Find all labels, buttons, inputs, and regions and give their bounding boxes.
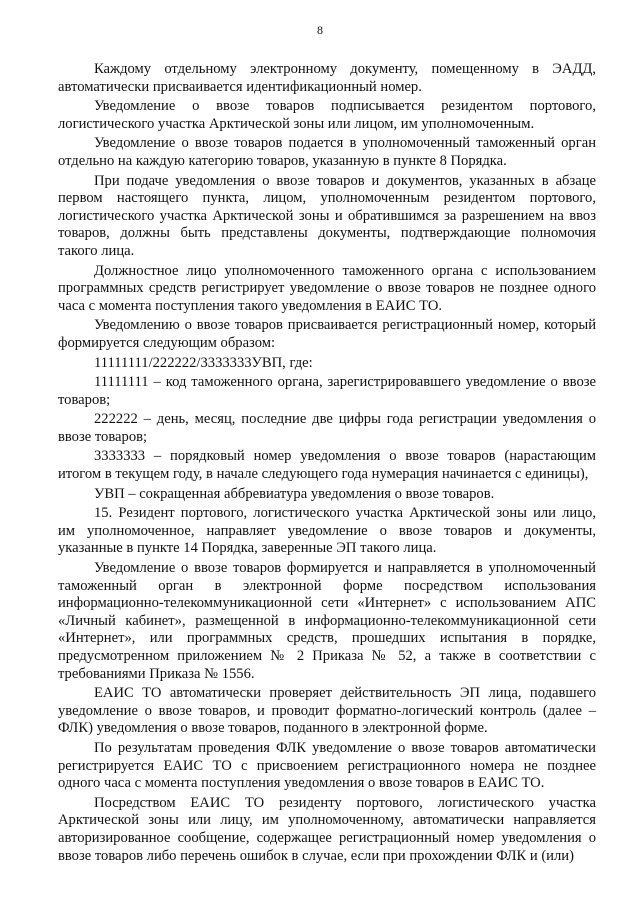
paragraph: УВП – сокращенная аббревиатура уведомления о ввозе товаров. <box>94 485 495 502</box>
paragraph: 15. Резидент портового, логистического участка Арктической зоны или лицо, им уполномоченное, направляет уведомление о ввозе товаров и документы, указанные в пункте 14 Порядка, заверенные ЭП такого лица. <box>58 505 596 557</box>
document-body <box>58 61 596 867</box>
paragraph: Уведомлению о ввозе товаров присваивается регистрационный номер, который формируется следующим образом: <box>58 317 596 351</box>
paragraph: 222222 – день, месяц, последние две цифры года регистрации уведомления о ввозе товаров; <box>58 411 596 445</box>
paragraph: Каждому отдельному электронному документу, помещенному в ЭАДД, автоматически присваивается идентификационный номер. <box>58 61 596 95</box>
paragraph: 3333333 – порядковый номер уведомления о ввозе товаров (нарастающим итогом в текущем году, в начале следующего года нумерация начинается с единицы), <box>58 448 596 483</box>
paragraph: По результатам проведения ФЛК уведомление о ввозе товаров автоматически регистрируется ЕАИС ТО с присвоением регистрационного номера не позднее одного часа с момента поступления уведомления о ввозе товаров в ЕАИС ТО. <box>58 739 596 792</box>
paragraph: Уведомление о ввозе товаров формируется и направляется в уполномоченный таможенный орган в электронной форме посредством использования информационно-телекоммуникационной сети «Интернет» с использованием АПС «Личный кабинет», размещенной в информационно-телекоммуникационной сети «Интернет», или программных средств, прошедших испытания в порядке, предусмотренном приложением № 2 Приказа № 52, а также в соответствии с требованиями Приказа № 1556. <box>58 560 596 682</box>
paragraph: Посредством ЕАИС ТО резиденту портового, логистического участка Арктической зоны или лицу, им уполномоченному, автоматически направляется авторизированное сообщение, содержащее регистрационный номер уведомления о ввозе товаров либо перечень ошибок в случае, если при прохождении ФЛК и (или) <box>58 794 596 864</box>
paragraph: Уведомление о ввозе товаров подается в уполномоченный таможенный орган отдельно на каждую категорию товаров, указанную в пункте 8 Порядка. <box>58 135 596 169</box>
paragraph: 11111111 – код таможенного органа, зарегистрировавшего уведомление о ввозе товаров; <box>58 374 596 408</box>
paragraph: 11111111/222222/3333333УВП, где: <box>94 354 313 371</box>
paragraph: Должностное лицо уполномоченного таможенного органа с использованием программных средств регистрирует уведомление о ввозе товаров не позднее одного часа с момента поступления такого уведомления в ЕАИС ТО. <box>58 262 596 314</box>
paragraph: ЕАИС ТО автоматически проверяет действительность ЭП лица, подавшего уведомление о ввозе товаров, и проводит форматно-логический контроль (далее – ФЛК) уведомления о ввозе товаров, поданного в электронной форме. <box>58 685 596 737</box>
paragraph: Уведомление о ввозе товаров подписывается резидентом портового, логистического участка Арктической зоны или лицом, им уполномоченным. <box>58 98 596 132</box>
paragraph: При подаче уведомления о ввозе товаров и документов, указанных в абзаце первом настоящего пункта, лицом, уполномоченным резидентом портового, логистического участка Арктической зоны и обратившимся за разрешением на ввоз товаров, должны быть представлены документы, подтверждающие полномочия такого лица. <box>58 172 596 259</box>
page-number: 8 <box>317 23 323 37</box>
